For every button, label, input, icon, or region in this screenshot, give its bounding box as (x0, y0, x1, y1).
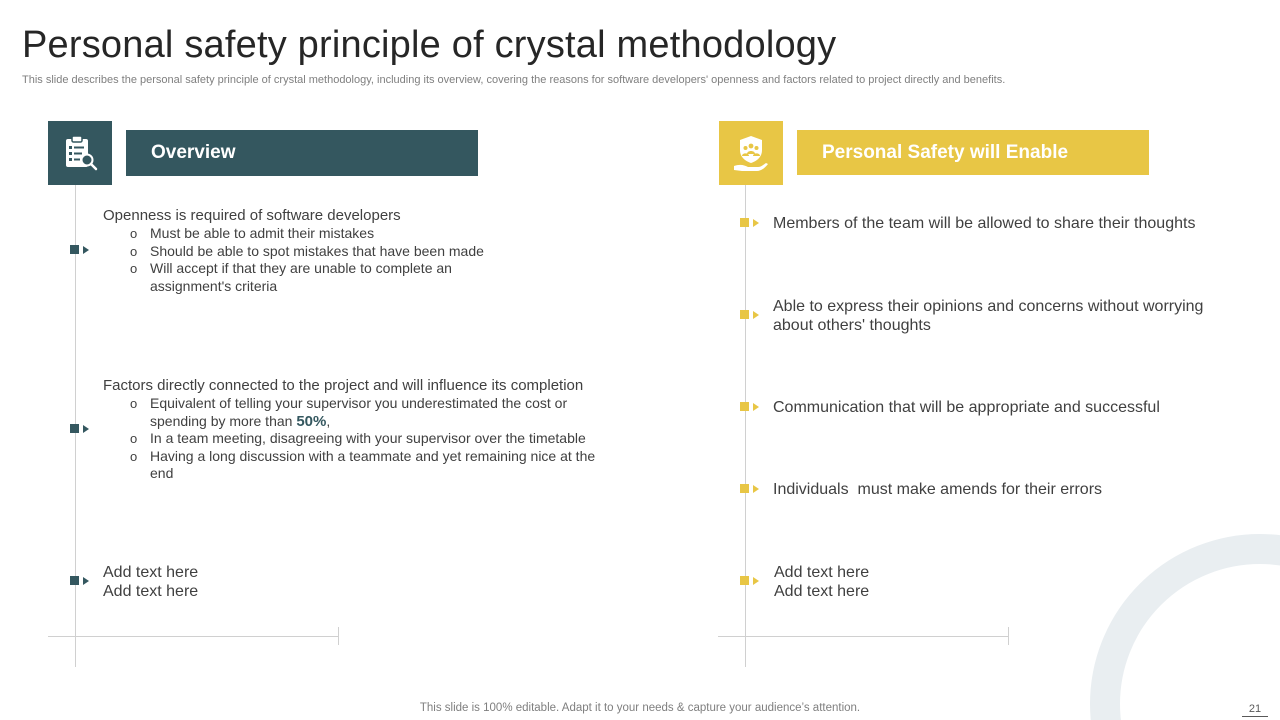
bullet-marker (740, 310, 762, 320)
personal-safety-header: Personal Safety will Enable (797, 130, 1149, 175)
left-baseline (48, 636, 338, 637)
overview-header: Overview (126, 130, 478, 176)
enable-item: Able to express their opinions and concerns without worrying about others' thoughts (773, 298, 1204, 334)
enable-item: Members of the team will be allowed to share their thoughts (773, 215, 1196, 232)
list-item: o Having a long discussion with a teammate and yet remaining nice at the end (130, 448, 620, 483)
hand-team-shield-icon (719, 121, 783, 185)
list-item: o In a team meeting, disagreeing with your supervisor over the timetable (130, 430, 623, 448)
page-number: 21 (1242, 703, 1268, 717)
list-item: o Must be able to admit their mistakes (130, 225, 623, 243)
bullet-marker (740, 484, 762, 494)
list-item: o Should be able to spot mistakes that have been made (130, 243, 623, 261)
slide-title: Personal safety principle of crystal methodology (22, 24, 837, 66)
placeholder-text: Add text here Add text here (774, 564, 870, 600)
bullet-marker (740, 576, 762, 586)
block-heading: Factors directly connected to the project and will influence its completion (103, 377, 584, 394)
block-heading: Openness is required of software developers (103, 207, 401, 224)
clipboard-search-icon (48, 121, 112, 185)
factors-block (103, 377, 623, 483)
placeholder-text: Add text here Add text here (103, 564, 199, 600)
right-timeline-line (745, 185, 746, 667)
bullet-marker (70, 245, 92, 255)
slide-footer: This slide is 100% editable. Adapt it to your needs & capture your audience’s attention. (419, 702, 861, 714)
openness-block (103, 207, 623, 295)
bullet-marker (70, 576, 92, 586)
left-baseline-tick (338, 627, 339, 645)
right-baseline-tick (1008, 627, 1009, 645)
list-item: o Will accept if that they are unable to complete an assignment's criteria (130, 260, 470, 295)
bullet-marker (740, 402, 762, 412)
decorative-ring (1090, 534, 1280, 720)
enable-item: Communication that will be appropriate and successful (773, 399, 1160, 416)
highlight-percent: 50% (296, 412, 327, 430)
bullet-marker (740, 218, 762, 228)
list-item: o Equivalent of telling your supervisor you underestimated the cost or spending by more than 50%, (130, 395, 600, 430)
right-baseline (718, 636, 1008, 637)
enable-item: Individuals must make amends for their errors (773, 481, 1103, 498)
bullet-marker (70, 424, 92, 434)
slide-subtitle: This slide describes the personal safety principle of crystal methodology, including its overview, covering the reasons for software developers' openness and factors related to project directly and benefits. (22, 74, 1006, 86)
